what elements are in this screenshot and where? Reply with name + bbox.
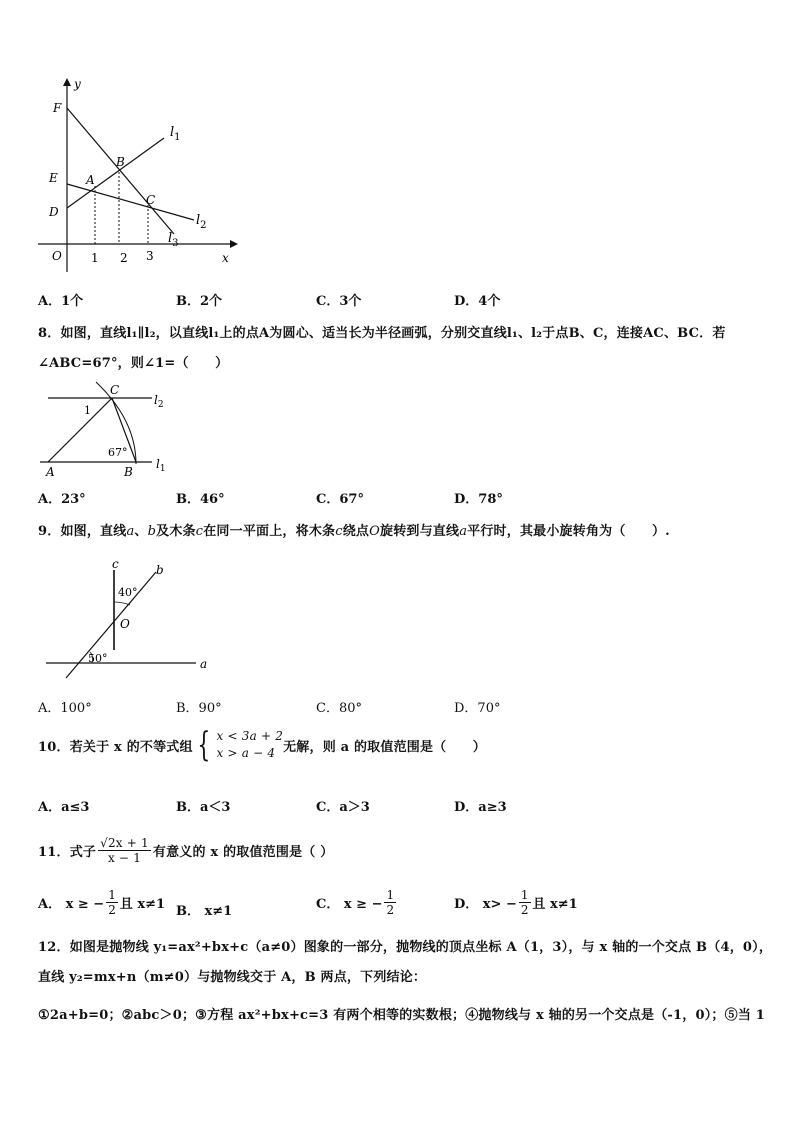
q11-option-a-post: 且 x≠1 [119, 897, 166, 912]
point-b: B [116, 155, 125, 169]
q10-text [38, 725, 486, 765]
tick-3: 3 [146, 249, 154, 263]
q11-option-d-post: 且 x≠1 [532, 897, 578, 912]
point-f: F [53, 101, 62, 115]
q9-figure [40, 556, 220, 681]
q8-option-d: D．78° [454, 492, 503, 507]
q11-denominator: x − 1 [107, 851, 142, 865]
q10-option-c: C．a＞3 [316, 800, 370, 815]
q9-text-part4: 绕点 [342, 524, 370, 539]
q11-option-c-frac [384, 888, 396, 917]
q9-text-part2: 及木条 [156, 524, 196, 539]
point-c: C [146, 193, 156, 207]
q7-option-b: B．2个 [176, 294, 223, 309]
q8-option-b: B．46° [176, 492, 225, 507]
q9-text [38, 520, 670, 539]
line-l3 [67, 108, 174, 234]
q11-option-a [38, 888, 165, 917]
q8-option-c: C．67° [316, 492, 364, 507]
angle-67: 67° [108, 446, 128, 459]
q11-option-a-pre: A． x ≥ − [38, 897, 105, 912]
frac-den: 2 [108, 903, 116, 917]
q10-option-a: A．a≤3 [38, 800, 90, 815]
q11-prefix: 11．式子 [38, 845, 97, 860]
segment-ac [48, 398, 112, 462]
q8-text-line1: 8．如图，直线l₁∥l₂，以直线l₁上的点A为圆心、适当长为半径画弧，分别交直线l₁、l₂于点B、C，连接AC、BC．若 [38, 326, 726, 341]
q9-option-a: A．100° [38, 701, 92, 716]
q7-option-d: D．4个 [454, 294, 501, 309]
q9-var-o: O [369, 524, 380, 539]
q12-text-line1: 12．如图是抛物线 y₁=ax²+bx+c（a≠0）图象的一部分，抛物线的顶点坐标 A（1，3），与 x 轴的一个交点 B（4，0）， [38, 940, 773, 955]
angle-50: 50° [88, 652, 108, 665]
brace-icon: { [197, 725, 211, 765]
label-b: b [156, 563, 164, 577]
label-l1: $l_1$ [156, 457, 166, 474]
point-c: C [110, 383, 120, 397]
label-a: a [200, 657, 208, 671]
q11-option-d [454, 888, 578, 917]
q10-ineq1: x < 3a + 2 [216, 729, 284, 743]
line-b [66, 572, 156, 678]
q9-var-a2: a [459, 524, 468, 539]
q9-option-d: D．70° [454, 701, 501, 716]
q12-text-line3: ①2a+b=0；②abc＞0；③方程 ax²+bx+c=3 有两个相等的实数根；④抛物线与 x 轴的另一个交点是（-1，0）；⑤当 1 [38, 1008, 765, 1023]
point-e: E [49, 171, 58, 185]
label-l2: $l_2$ [154, 393, 164, 410]
line-l2 [67, 184, 194, 220]
q7-option-a: A．1个 [38, 294, 84, 309]
q7-option-c: C．3个 [316, 294, 362, 309]
angle-40: 40° [118, 586, 138, 599]
q10-suffix: 无解，则 a 的取值范围是（ ） [283, 739, 486, 755]
q9-text-part1: 9．如图，直线 [38, 524, 127, 539]
q8-text-line2: ∠ABC=67°，则∠1=（ ） [38, 356, 229, 371]
q11-option-a-frac [106, 888, 118, 917]
q11-option-b: B． x≠1 [176, 904, 233, 919]
x-axis-label: x [222, 251, 229, 265]
q8-option-a: A．23° [38, 492, 86, 507]
q9-text-part3: 在同一平面上，将木条 [203, 524, 336, 539]
q9-var-c: c [195, 524, 204, 539]
q11-numerator: √2x + 1 [100, 836, 149, 850]
label-l1: $l_1$ [170, 125, 181, 143]
q10-option-d: D．a≥3 [454, 800, 507, 815]
x-axis-arrow [230, 240, 238, 248]
q9-var-b: b [147, 524, 157, 539]
point-o: O [120, 617, 130, 631]
q8-figure [36, 380, 176, 480]
q12-text-line2: 直线 y₂=mx+n（m≠0）与抛物线交于 A，B 两点，下列结论： [38, 970, 427, 985]
q10-prefix: 10．若关于 x 的不等式组 [38, 739, 193, 755]
angle-40-arc [114, 602, 130, 605]
label-c: c [112, 557, 119, 571]
q9-option-c: C．80° [316, 701, 362, 716]
q11-suffix: 有意义的 x 的取值范围是（ ） [152, 845, 334, 860]
q11-option-c [316, 888, 398, 917]
q10-ineq2: x > a − 4 [216, 746, 276, 760]
q10-option-b: B．a＜3 [176, 800, 231, 815]
q9-sep: 、 [134, 524, 148, 539]
q11-expression [98, 836, 151, 865]
frac-den: 2 [520, 903, 529, 917]
frac-num: 1 [108, 888, 116, 902]
point-a: A [46, 465, 55, 479]
q11-option-c-pre: C． x ≥ − [316, 897, 383, 912]
point-d: D [49, 205, 59, 219]
frac-num: 1 [386, 888, 395, 902]
tick-1: 1 [91, 251, 99, 265]
q9-option-b: B．90° [176, 701, 222, 716]
q11-option-d-frac [519, 888, 531, 917]
point-a: A [86, 173, 95, 187]
q9-text-part5: 旋转到与直线 [380, 524, 460, 539]
label-l3: $l_3$ [168, 231, 179, 249]
tick-2: 2 [120, 251, 128, 265]
q11-text [38, 836, 333, 865]
frac-den: 2 [386, 903, 395, 917]
q10-inequality-system [193, 725, 284, 765]
q9-var-c2: c [335, 524, 343, 539]
label-l2: $l_2$ [196, 213, 207, 231]
y-axis-label: y [74, 77, 81, 91]
q11-option-d-pre: D． x> − [454, 897, 517, 912]
coordinate-figure [34, 72, 244, 272]
q9-var-a: a [126, 524, 135, 539]
point-b: B [124, 465, 133, 479]
frac-num: 1 [520, 888, 529, 902]
y-axis-arrow [63, 78, 71, 86]
angle-1: 1 [84, 404, 91, 417]
origin-label: O [52, 249, 62, 263]
q9-text-part6: 平行时，其最小旋转角为（ ）. [467, 524, 670, 539]
